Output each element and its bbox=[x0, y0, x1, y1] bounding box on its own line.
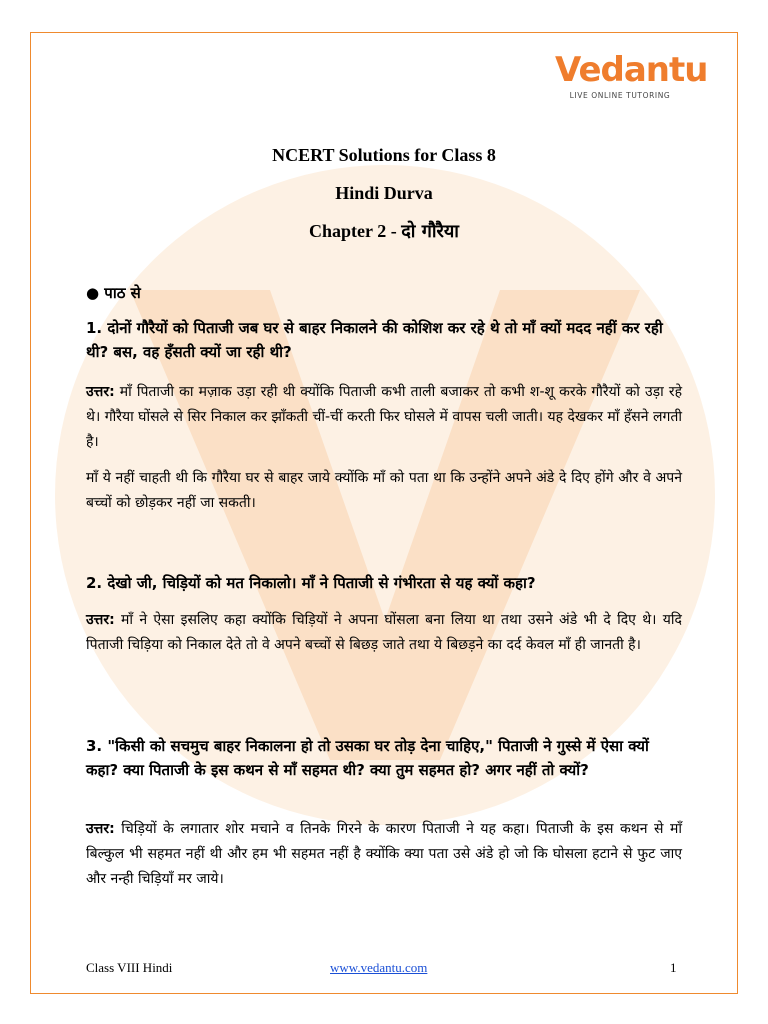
answer-text: माँ ने ऐसा इसलिए कहा क्योंकि चिड़ियों ने अपना घोंसला बना लिया था तथा उसने अंडे भी दे दिए थे। यदि पिताजी चिड़िया को निकाल देते तो वे अपने बच्चों से बिछड़ जाते तथा ये बिछड़ने का दर्द केवल माँ ही जानती है। bbox=[86, 612, 682, 653]
answer-1-para-1 bbox=[86, 380, 682, 455]
answer-1-para-2: माँ ये नहीं चाहती थी कि गौरैया घर से बाहर जाये क्योंकि माँ को पता था कि उन्होंने अपने अंडे दे दिए होंगे और वे अपने बच्चों को छोड़कर नहीं जा सकती। bbox=[86, 470, 682, 511]
chapter-prefix: Chapter 2 - bbox=[309, 221, 402, 241]
footer-website-link[interactable]: www.vedantu.com bbox=[330, 960, 428, 975]
answer-text: माँ पिताजी का मज़ाक उड़ा रही थी क्योंकि पिताजी कभी ताली बजाकर तो कभी श-शू करके गौरैयों को उड़ा रहे थे। गौरैया घोंसले से सिर निकाल कर झाँकती चीं-चीं करती फिर घोसले में वापस चली जाती। यह देखकर माँ हँसने लगती है। bbox=[86, 384, 682, 450]
section-heading: ● पाठ से bbox=[86, 284, 141, 302]
answer-label: उत्तर: bbox=[86, 821, 115, 837]
answer-2-para-1 bbox=[86, 608, 682, 658]
doc-chapter bbox=[0, 219, 768, 243]
footer-class-label: Class VIII Hindi bbox=[86, 960, 173, 975]
logo-tagline: LIVE ONLINE TUTORING bbox=[569, 91, 671, 100]
answer-label: उत्तर: bbox=[86, 612, 115, 628]
question-1: 1. दोनों गौरैयों को पिताजी जब घर से बाहर निकालने की कोशिश कर रहे थे तो माँ क्यों मदद नहीं कर रही थी? बस, वह हँसती क्यों जा रही थी? bbox=[86, 319, 663, 361]
logo-wordmark: Vedantu bbox=[555, 50, 708, 90]
answer-3-para-1 bbox=[86, 817, 682, 892]
answer-text: चिड़ियों के लगातार शोर मचाने व तिनके गिरने के कारण पिताजी ने यह कहा। पिताजी के इस कथन से माँ बिल्कुल भी सहमत नहीं थी और हम भी सहमत नहीं है क्योंकि क्या पता उसे अंडे हो जो कि घोसला हटाने से फुट जाए और नन्ही चिड़ियाँ मर जाये। bbox=[86, 821, 682, 887]
question-3: 3. "किसी को सचमुच बाहर निकालना हो तो उसका घर तोड़ देना चाहिए," पिताजी ने गुस्से में ऐसा क्यों कहा? क्या पिताजी के इस कथन से माँ सहमत थी? क्या तुम सहमत हो? अगर नहीं तो क्यों? bbox=[86, 737, 649, 779]
doc-title: NCERT Solutions for Class 8 bbox=[272, 145, 496, 165]
chapter-title-hindi: दो गौरैया bbox=[401, 221, 459, 242]
question-2: 2. देखो जी, चिड़ियों को मत निकालो। माँ ने पिताजी से गंभीरता से यह क्यों कहा? bbox=[86, 574, 536, 592]
vedantu-logo bbox=[555, 50, 708, 100]
doc-subject: Hindi Durva bbox=[335, 183, 433, 203]
footer-page-number: 1 bbox=[670, 960, 677, 975]
answer-label: उत्तर: bbox=[86, 384, 115, 400]
